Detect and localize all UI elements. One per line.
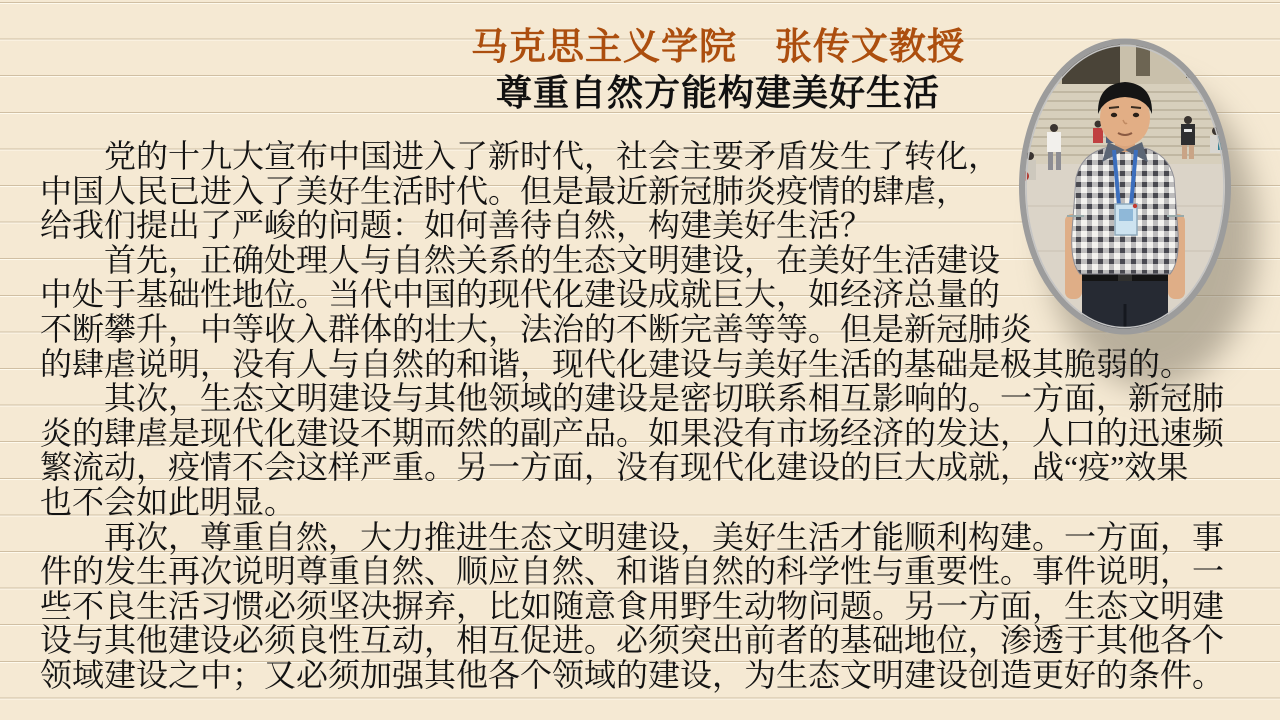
page-title: 尊重自然方能构建美好生活 — [495, 72, 940, 113]
body-line: 首先，正确处理人与自然关系的生态文明建设，在美好生活建设 — [104, 241, 1001, 278]
affiliation-title: 马克思主义学院 张传文教授 — [471, 26, 965, 67]
body-line: 些不良生活习惯必须坚决摒弃，比如随意食用野生动物问题。另一方面，生态文明建 — [40, 587, 1225, 624]
body-line: 件的发生再次说明尊重自然、顺应自然、和谐自然的科学性与重要性。事件说明，一 — [40, 553, 1225, 590]
body-line: 再次，尊重自然，大力推进生态文明建设，美好生活才能顺利构建。一方面，事 — [104, 518, 1225, 555]
body-line: 不断攀升，中等收入群体的壮大，法治的不断完善等等。但是新冠肺炎 — [40, 310, 1033, 347]
body-line: 繁流动，疫情不会这样严重。另一方面，没有现代化建设的巨大成就，战“疫”效果 — [40, 449, 1189, 486]
body-line: 其次，生态文明建设与其他领域的建设是密切联系相互影响的。一方面，新冠肺 — [104, 380, 1225, 417]
body-line: 炎的肆虐是现代化建设不期而然的副产品。如果没有市场经济的发达，人口的迅速频 — [40, 414, 1225, 451]
body-line: 也不会如此明显。 — [40, 483, 297, 520]
body-line: 领域建设之中；又必须加强其他各个领域的建设，为生态文明建设创造更好的条件。 — [40, 656, 1225, 693]
slide-header — [0, 24, 1280, 116]
body-line: 中国人民已进入了美好生活时代。但是最近新冠肺炎疫情的肆虐， — [40, 172, 969, 209]
body-line: 党的十九大宣布中国进入了新时代，社会主要矛盾发生了转化， — [104, 138, 1001, 174]
body-line: 的肆虐说明，没有人与自然的和谐，现代化建设与美好生活的基础是极其脆弱的。 — [40, 345, 1193, 382]
body-line: 设与其他建设必须良性互动，相互促进。必须突出前者的基础地位，渗透于其他各个 — [40, 622, 1225, 659]
body-line: 给我们提出了严峻的问题：如何善待自然，构建美好生活？ — [40, 207, 873, 244]
body-line: 中处于基础性地位。当代中国的现代化建设成就巨大，如经济总量的 — [40, 276, 1001, 313]
